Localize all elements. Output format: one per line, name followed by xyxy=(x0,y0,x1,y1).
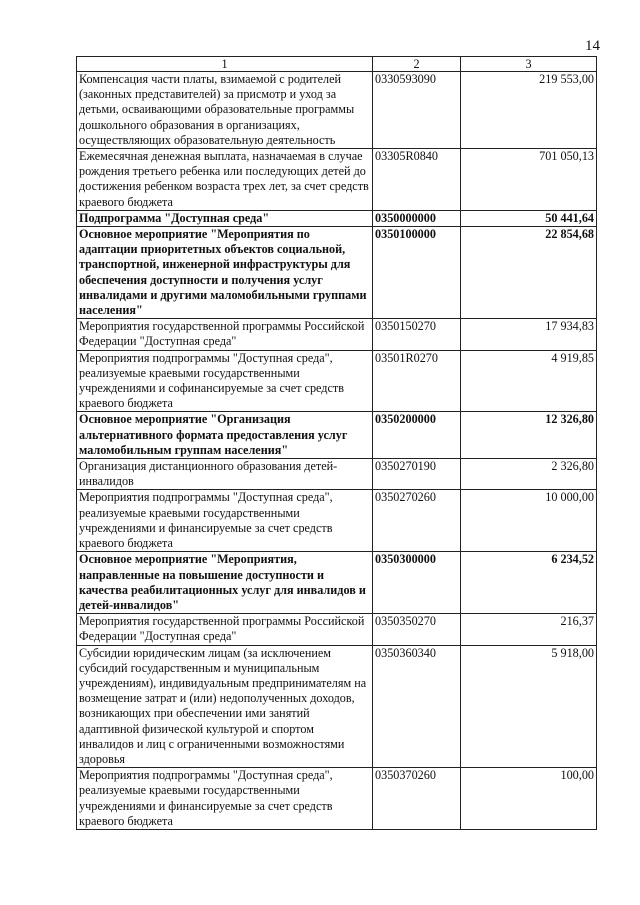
table-row xyxy=(77,459,597,490)
row-code-cell: 0350100000 xyxy=(373,227,461,319)
row-amount-cell: 5 918,00 xyxy=(461,645,597,768)
table-row xyxy=(77,72,597,149)
table-row xyxy=(77,412,597,459)
row-code-cell: 0350360340 xyxy=(373,645,461,768)
row-amount-cell: 17 934,83 xyxy=(461,319,597,350)
budget-table xyxy=(76,56,597,830)
row-code-cell: 0350350270 xyxy=(373,614,461,645)
row-name-cell: Мероприятия государственной программы Российской Федерации "Доступная среда" xyxy=(77,614,373,645)
row-code-cell: 0330593090 xyxy=(373,72,461,149)
row-code-cell: 0350150270 xyxy=(373,319,461,350)
table-header-row xyxy=(77,57,597,72)
table-row xyxy=(77,768,597,830)
table-row xyxy=(77,319,597,350)
column-header-code: 2 xyxy=(373,57,461,72)
table-row xyxy=(77,614,597,645)
row-name-cell: Основное мероприятие "Мероприятия, направленные на повышение доступности и качества реабилитационных услуг для инвалидов и детей-инвалидов" xyxy=(77,552,373,614)
row-amount-cell: 701 050,13 xyxy=(461,149,597,211)
row-amount-cell: 12 326,80 xyxy=(461,412,597,459)
row-amount-cell: 6 234,52 xyxy=(461,552,597,614)
row-amount-cell: 100,00 xyxy=(461,768,597,830)
column-header-amount: 3 xyxy=(461,57,597,72)
row-amount-cell: 2 326,80 xyxy=(461,459,597,490)
row-amount-cell: 22 854,68 xyxy=(461,227,597,319)
row-code-cell: 0350300000 xyxy=(373,552,461,614)
table-row xyxy=(77,149,597,211)
row-name-cell: Ежемесячная денежная выплата, назначаемая в случае рождения третьего ребенка или последующих детей до достижения ребенком возраста трех лет, за счет средств краевого бюджета xyxy=(77,149,373,211)
row-name-cell: Основное мероприятие "Мероприятия по адаптации приоритетных объектов социальной, транспортной, инженерной инфраструктуры для обеспечения доступности и получения услуг инвалидами и другими маломобильными группами населения" xyxy=(77,227,373,319)
table-row xyxy=(77,490,597,552)
row-code-cell: 0350270190 xyxy=(373,459,461,490)
row-amount-cell: 50 441,64 xyxy=(461,210,597,226)
row-name-cell: Основное мероприятие "Организация альтернативного формата предоставления услуг маломобильным группам населения" xyxy=(77,412,373,459)
row-amount-cell: 216,37 xyxy=(461,614,597,645)
row-code-cell: 0350270260 xyxy=(373,490,461,552)
column-header-name: 1 xyxy=(77,57,373,72)
row-amount-cell: 219 553,00 xyxy=(461,72,597,149)
row-code-cell: 0350370260 xyxy=(373,768,461,830)
table-row xyxy=(77,227,597,319)
row-name-cell: Субсидии юридическим лицам (за исключением субсидий государственным и муниципальным учреждениям), индивидуальным предпринимателям на возмещение затрат и (или) недополученных доходов, возникающих при обеспечении ими занятий адаптивной физической культурой и спортом инвалидов и лиц с ограниченными возможностями здоровья xyxy=(77,645,373,768)
row-name-cell: Мероприятия подпрограммы "Доступная среда", реализуемые краевыми государственными учреждениями и финансируемые за счет средств краевого бюджета xyxy=(77,490,373,552)
row-name-cell: Компенсация части платы, взимаемой с родителей (законных представителей) за присмотр и уход за детьми, осваивающими образовательные программы дошкольного образования в организациях, осуществляющих образовательную деятельность xyxy=(77,72,373,149)
row-code-cell: 03501R0270 xyxy=(373,350,461,412)
row-code-cell: 0350200000 xyxy=(373,412,461,459)
row-code-cell: 0350000000 xyxy=(373,210,461,226)
row-name-cell: Организация дистанционного образования детей-инвалидов xyxy=(77,459,373,490)
table-row xyxy=(77,645,597,768)
row-name-cell: Подпрограмма "Доступная среда" xyxy=(77,210,373,226)
row-name-cell: Мероприятия подпрограммы "Доступная среда", реализуемые краевыми государственными учреждениями и софинансируемые за счет средств краевого бюджета xyxy=(77,350,373,412)
row-amount-cell: 10 000,00 xyxy=(461,490,597,552)
page-number: 14 xyxy=(585,38,600,54)
row-name-cell: Мероприятия государственной программы Российской Федерации "Доступная среда" xyxy=(77,319,373,350)
table-row xyxy=(77,350,597,412)
row-amount-cell: 4 919,85 xyxy=(461,350,597,412)
table-row xyxy=(77,552,597,614)
row-code-cell: 03305R0840 xyxy=(373,149,461,211)
row-name-cell: Мероприятия подпрограммы "Доступная среда", реализуемые краевыми государственными учреждениями и финансируемые за счет средств краевого бюджета xyxy=(77,768,373,830)
table-row xyxy=(77,210,597,226)
